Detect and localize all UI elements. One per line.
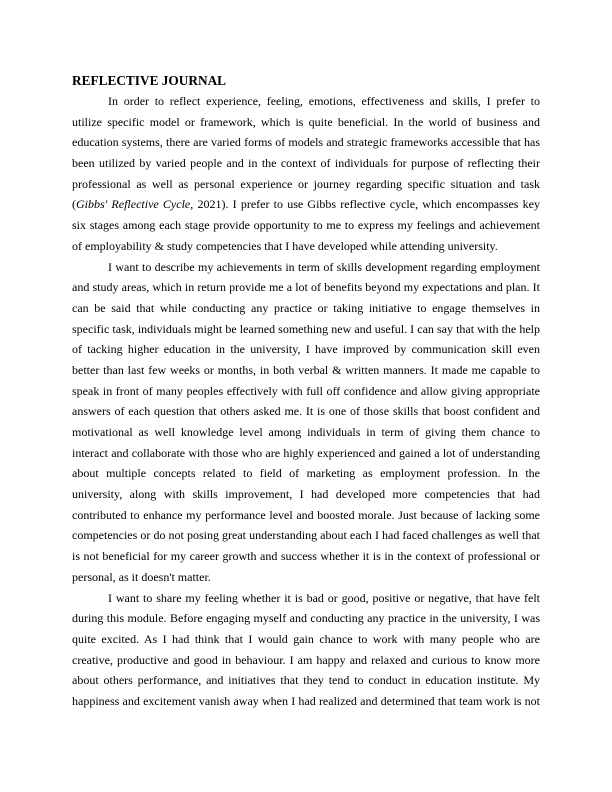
page-title: REFLECTIVE JOURNAL [72,73,227,88]
text-line: utilize specific model or framework, which is quite beneficial. In the world of business and [72,114,540,129]
text-line: In order to reflect experience, feeling, emotions, effectiveness and skills, I prefer to [108,94,540,108]
text-line: during this module. Before engaging myself and conducting any practice in the university, I was [72,611,540,626]
text-line: personal, as it doesn't matter. [72,569,211,584]
text-line: been utilized by varied people and in the context of individuals for purpose of reflecting their [72,156,540,171]
citation-open: ( [72,197,76,212]
text-line: professional as well as personal experience or journey regarding specific situation and task [72,176,540,191]
text-line: speak in front of many peoples effectively with full off confidence and allow giving appropriate [72,383,540,398]
text-line: better than last few weeks or months, in both verbal & written manners. It made me capable to [72,362,540,377]
paragraph-3 [72,588,540,712]
text-line: education systems, there are varied forms of models and strategic frameworks accessible that has [72,135,540,150]
text-line: answers of each question that others asked me. It is one of those skills that boost confident and [72,404,540,419]
text-line: and study areas, which in return provide me a lot of benefits beyond my expectations and plan. It [72,280,540,295]
text-line: creative, productive and good in behaviour. I am happy and relaxed and curious to know more [72,652,540,667]
document-page [72,71,540,712]
text-line: competencies or do not posing great understanding about each I had faced challenges as well that [72,528,540,543]
paragraph-2 [72,257,540,588]
text-line: I want to describe my achievements in term of skills development regarding employment [108,259,540,274]
citation-rest: , 2021). I prefer to use Gibbs reflective cycle, which encompasses key [190,197,540,212]
text-line-citation [72,194,540,215]
text-line: specific task, individuals might be learned something new and useful. I can say that with the help [72,321,540,336]
paragraph-1 [72,91,540,257]
text-line: six stages among each stage provide opportunity to me to express my feelings and achievement [72,218,540,233]
text-line: is not beneficial for my career growth and success whether it is in the context of professional or [72,549,540,564]
text-line: I want to share my feeling whether it is bad or good, positive or negative, that have felt [108,590,540,605]
text-line: university, along with skills improvement, I had developed more competencies that had [72,487,540,502]
text-line: of employability & study competencies that I have developed while attending university. [72,238,498,253]
text-line: interact and collaborate with those who are highly experienced and gained a lot of understanding [72,445,540,460]
text-line: about others performance, and initiatives that they tend to conduct in education institute. My [72,673,540,688]
text-line: happiness and excitement vanish away when I had realized and determined that team work is not [72,693,540,708]
citation-title: Gibbs' Reflective Cycle [76,197,191,212]
text-line: contributed to enhance my performance level and boosted morale. Just because of lacking some [72,507,540,522]
text-line: of tacking higher education in the university, I have improved by communication skill even [72,342,540,357]
text-line: motivational as well knowledge level among individuals in term of giving them chance to [72,425,540,439]
text-line: can be said that while conducting any practice or taking initiative to engage themselves in [72,300,540,315]
text-line: about multiple concepts related to field of marketing as employment profession. In the [72,466,540,481]
text-line: quite excited. As I had think that I would gain chance to work with many people who are [72,631,540,646]
